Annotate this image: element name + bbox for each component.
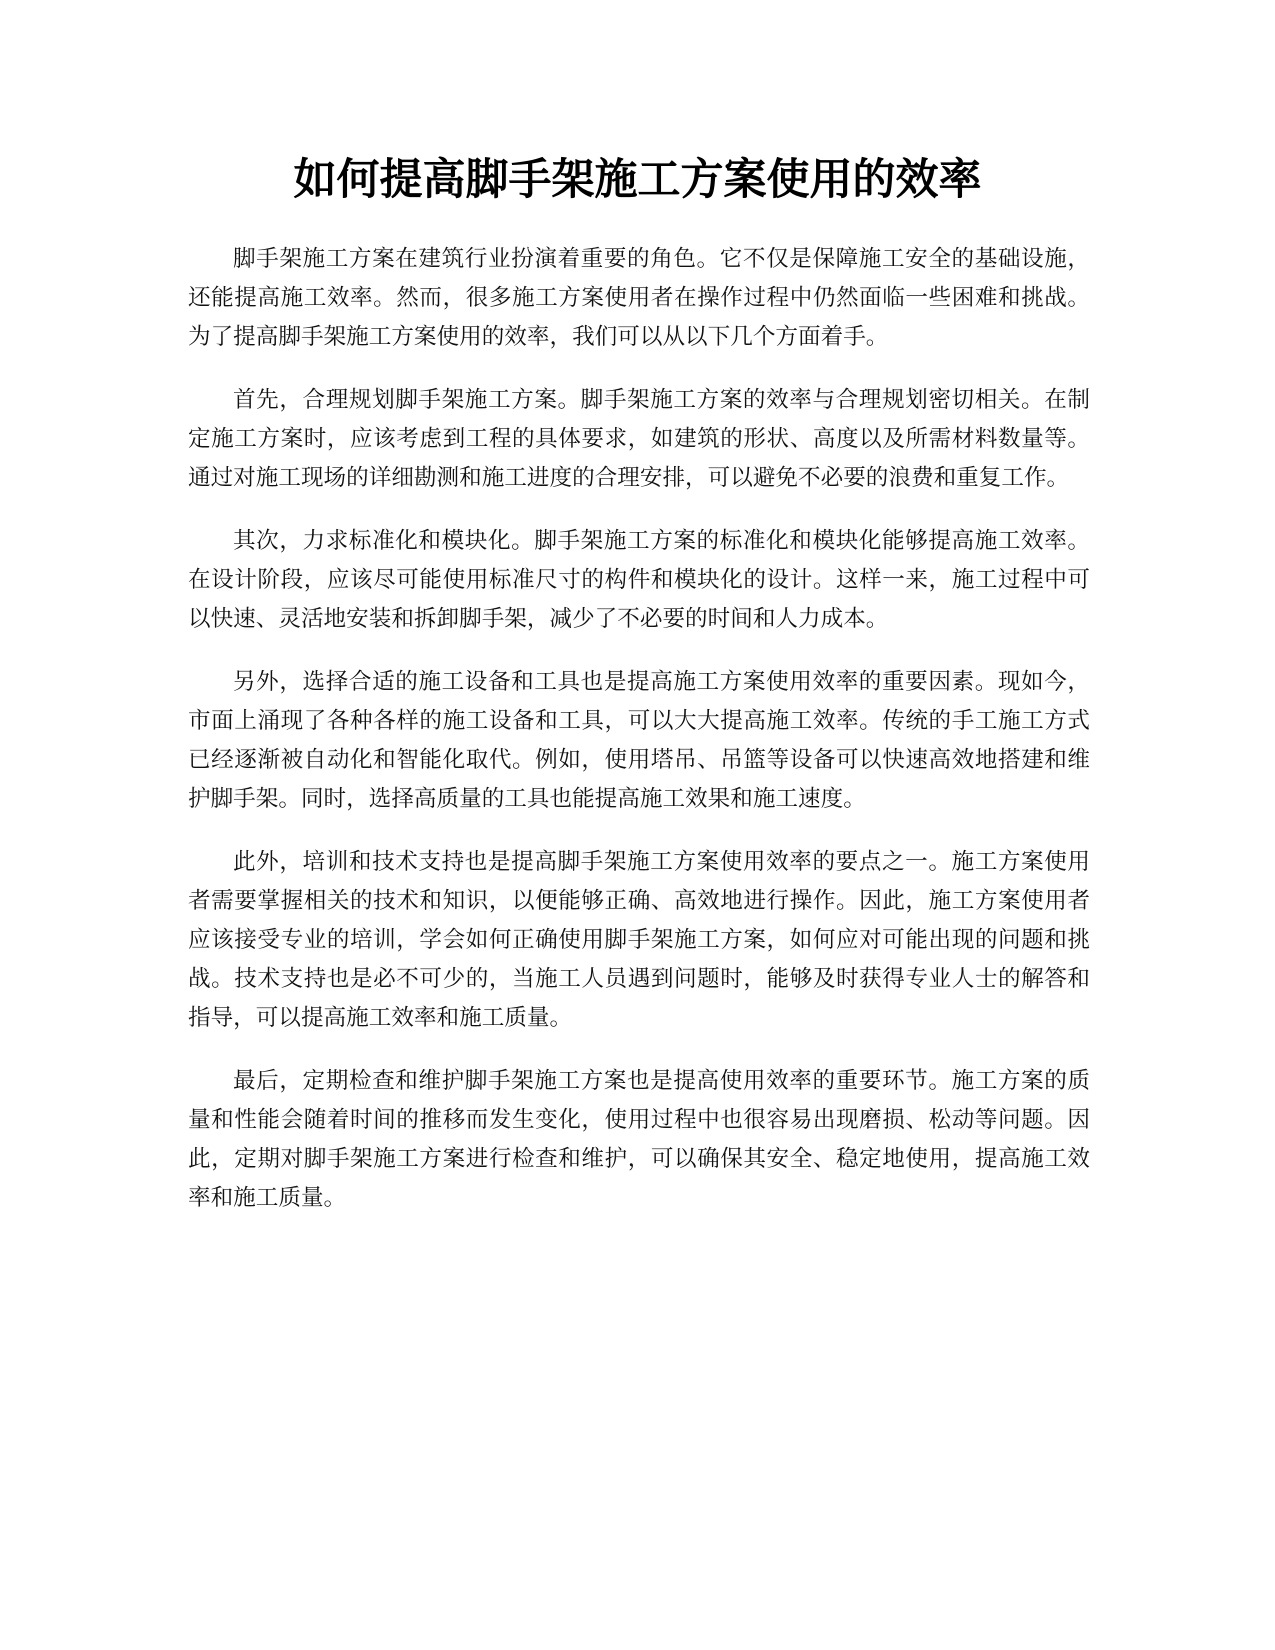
paragraph-standardization: 其次，力求标准化和模块化。脚手架施工方案的标准化和模块化能够提高施工效率。在设计阶段，应该尽可能使用标准尺寸的构件和模块化的设计。这样一来，施工过程中可以快速、灵活地安装和拆卸脚手架，减少了不必要的时间和人力成本。 bbox=[188, 528, 1090, 632]
paragraph-intro: 脚手架施工方案在建筑行业扮演着重要的角色。它不仅是保障施工安全的基础设施，还能提高施工效率。然而，很多施工方案使用者在操作过程中仍然面临一些困难和挑战。为了提高脚手架施工方案使用的效率，我们可以从以下几个方面着手。 bbox=[188, 246, 1090, 350]
paragraph-training: 此外，培训和技术支持也是提高脚手架施工方案使用效率的要点之一。施工方案使用者需要掌握相关的技术和知识，以便能够正确、高效地进行操作。因此，施工方案使用者应该接受专业的培训，学会如何正确使用脚手架施工方案，如何应对可能出现的问题和挑战。技术支持也是必不可少的，当施工人员遇到问题时，能够及时获得专业人士的解答和指导，可以提高施工效率和施工质量。 bbox=[188, 849, 1090, 1031]
paragraph-planning: 首先，合理规划脚手架施工方案。脚手架施工方案的效率与合理规划密切相关。在制定施工方案时，应该考虑到工程的具体要求，如建筑的形状、高度以及所需材料数量等。通过对施工现场的详细勘测和施工进度的合理安排，可以避免不必要的浪费和重复工作。 bbox=[188, 387, 1090, 491]
paragraph-maintenance: 最后，定期检查和维护脚手架施工方案也是提高使用效率的重要环节。施工方案的质量和性能会随着时间的推移而发生变化，使用过程中也很容易出现磨损、松动等问题。因此，定期对脚手架施工方案进行检查和维护，可以确保其安全、稳定地使用，提高施工效率和施工质量。 bbox=[188, 1068, 1090, 1211]
document-body bbox=[188, 240, 1090, 1242]
document-title: 如何提高脚手架施工方案使用的效率 bbox=[293, 155, 982, 205]
paragraph-equipment: 另外，选择合适的施工设备和工具也是提高施工方案使用效率的重要因素。现如今，市面上涌现了各种各样的施工设备和工具，可以大大提高施工效率。传统的手工施工方式已经逐渐被自动化和智能化取代。例如，使用塔吊、吊篮等设备可以快速高效地搭建和维护脚手架。同时，选择高质量的工具也能提高施工效果和施工速度。 bbox=[188, 669, 1090, 812]
